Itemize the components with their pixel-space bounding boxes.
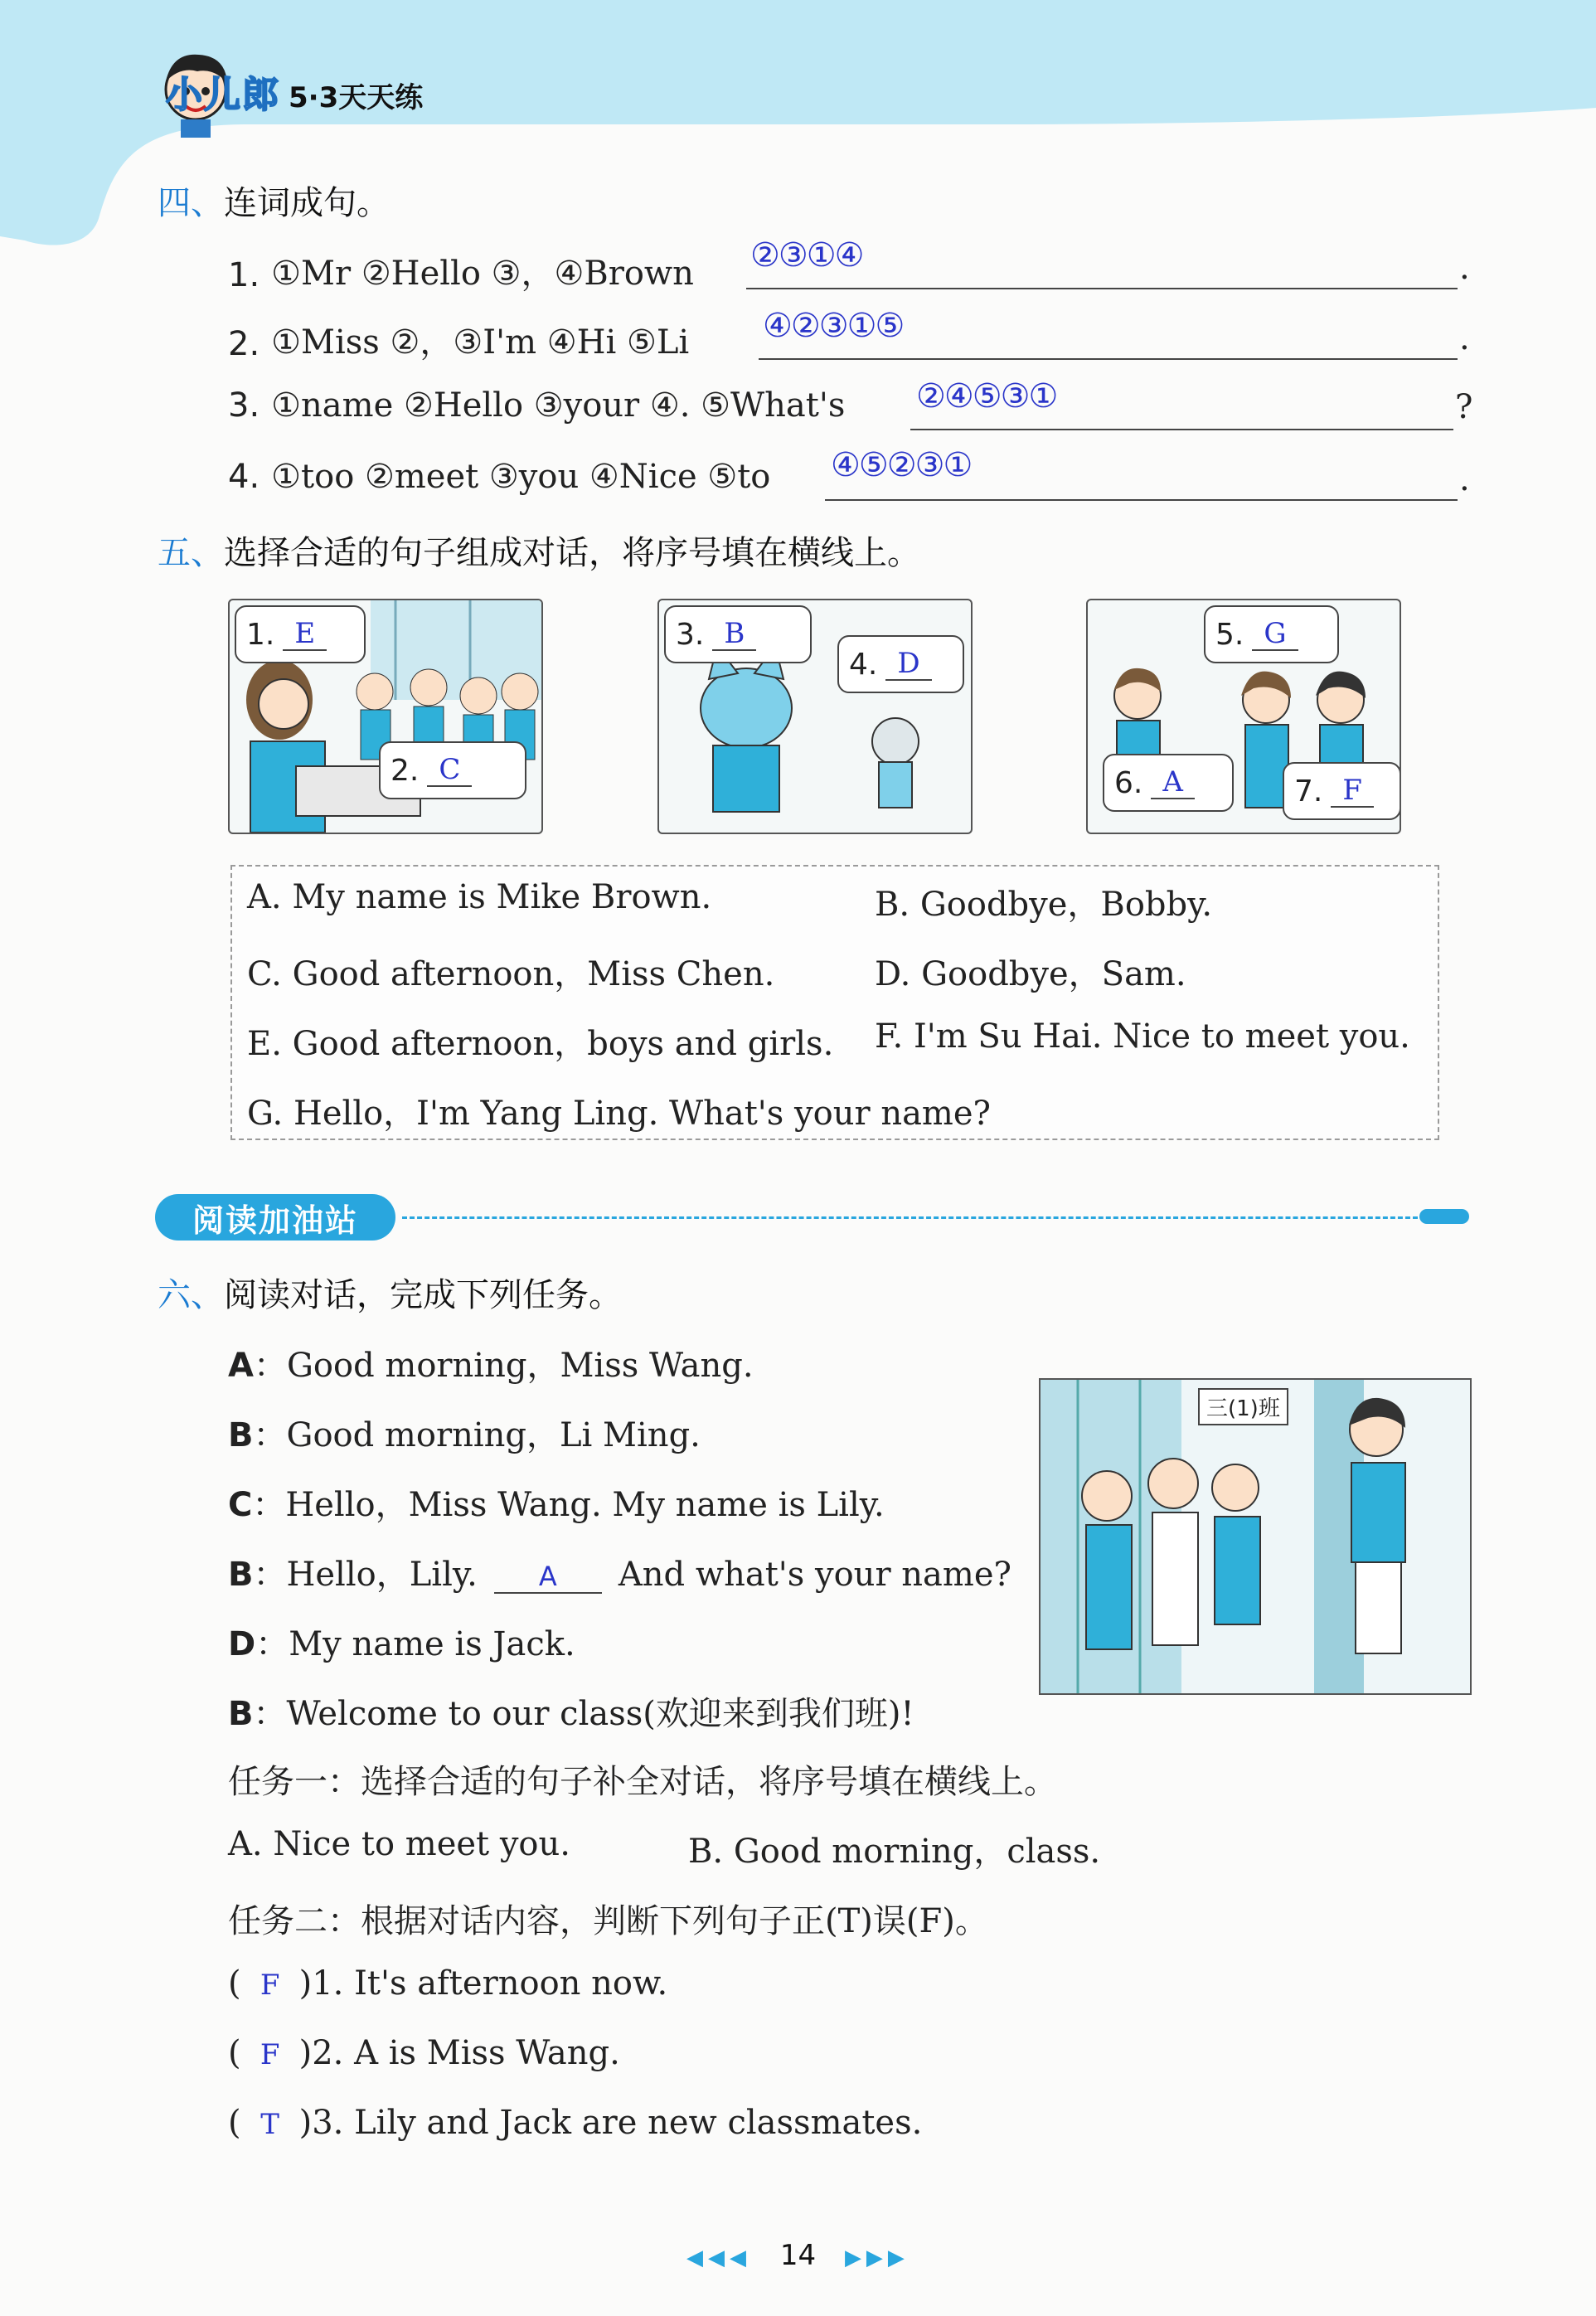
left-arrows-icon: ◀◀◀	[686, 2246, 752, 2270]
speaker-label: C	[228, 1486, 253, 1524]
option-f: F. I'm Su Hai. Nice to meet you.	[875, 1017, 1410, 1056]
section-4-number: 四、	[158, 184, 224, 222]
tf-statement: )1. It's afternoon now.	[298, 1964, 668, 2003]
speech-bubble-3	[664, 605, 812, 663]
s4-item-number: 3.	[228, 386, 260, 425]
dialogue-line-1	[228, 1339, 754, 1386]
s4-item-2	[228, 316, 689, 363]
dialogue-text: ：Good morning，Miss Wang.	[253, 1347, 754, 1385]
speech-bubble-4	[837, 635, 964, 693]
option-a: A. My name is Mike Brown.	[247, 878, 712, 916]
bubble-number: 5.	[1215, 617, 1244, 652]
s4-item-number: 2.	[228, 325, 260, 363]
s4-end-mark-1: .	[1459, 249, 1470, 287]
speech-bubble-2	[379, 741, 526, 799]
option-e: E. Good afternoon，boys and girls.	[247, 1025, 834, 1063]
bubble-number: 3.	[676, 617, 705, 652]
s4-item-words: ①Miss ②，③I'm ④Hi ⑤Li	[271, 323, 690, 362]
s4-item-words: ①name ②Hello ③your ④. ⑤What's	[271, 386, 846, 425]
s4-item-words: ①too ②meet ③you ④Nice ⑤to	[271, 458, 771, 496]
bubble-answer[interactable]: E	[283, 618, 327, 651]
option-b: B. Goodbye，Bobby.	[875, 886, 1213, 924]
dialogue-text: ：Hello，Lily.	[253, 1556, 478, 1594]
speaker-label: B	[228, 1416, 254, 1454]
s4-answer-3[interactable]: ②④⑤③①	[916, 377, 1057, 415]
dialogue-line-5	[228, 1618, 575, 1665]
s4-answer-4[interactable]: ④⑤②③①	[831, 446, 972, 484]
speech-bubble-6	[1103, 754, 1234, 812]
s4-end-mark-4: .	[1459, 460, 1470, 498]
bubble-answer[interactable]: D	[885, 648, 931, 681]
tf-answer[interactable]: F	[260, 2038, 280, 2071]
s4-end-mark-2: .	[1459, 319, 1470, 357]
page-number: 14	[779, 2239, 817, 2272]
task-1-option-b: B. Good morning，class.	[688, 1833, 1101, 1871]
bubble-answer[interactable]: G	[1252, 618, 1298, 651]
s4-item-4	[228, 458, 770, 496]
cat-and-mouse-picture	[657, 599, 973, 834]
tf-item-2: ( F )2. A is Miss Wang.	[228, 2034, 620, 2072]
section-6-number: 六、	[158, 1276, 224, 1314]
option-g: G. Hello，I'm Yang Ling. What's your name?	[247, 1095, 991, 1133]
section-5-number: 五、	[158, 534, 224, 572]
dialogue-text: ：Good morning，Li Ming.	[253, 1416, 701, 1454]
section-4-title	[158, 177, 390, 224]
dialogue-line-6	[228, 1687, 914, 1735]
dialogue-blank-answer[interactable]: A	[494, 1561, 602, 1594]
tf-statement: )3. Lily and Jack are new classmates.	[298, 2104, 923, 2142]
bubble-number: 4.	[849, 647, 878, 682]
speaker-label: D	[228, 1625, 256, 1663]
bubble-number: 7.	[1294, 774, 1323, 808]
dialogue-text-after: And what's your name?	[618, 1556, 1011, 1594]
bubble-answer[interactable]: B	[712, 618, 756, 651]
page-footer	[0, 2239, 1596, 2272]
dialogue-line-2	[228, 1409, 701, 1456]
bubble-answer[interactable]: F	[1331, 774, 1374, 808]
bubble-number: 6.	[1114, 765, 1143, 800]
task-2-title: 任务二：根据对话内容，判断下列句子正(T)误(F)。	[228, 1902, 988, 1940]
class-picture	[1039, 1378, 1472, 1695]
class-sign: 三(1)班	[1198, 1388, 1288, 1425]
dialogue-text: ：Hello，Miss Wang. My name is Lily.	[252, 1486, 885, 1524]
tf-item-1: ( F )1. It's afternoon now.	[228, 1964, 668, 2003]
option-c: C. Good afternoon，Miss Chen.	[247, 955, 775, 993]
section-5-title	[158, 527, 920, 574]
tf-answer[interactable]: T	[260, 2108, 279, 2141]
tf-item-3: ( T )3. Lily and Jack are new classmates.	[228, 2104, 923, 2142]
task-1-option-a: A. Nice to meet you.	[228, 1825, 570, 1863]
s4-item-1	[228, 247, 694, 294]
s4-answer-2[interactable]: ④②③①⑤	[763, 307, 904, 345]
speech-bubble-7	[1283, 762, 1401, 820]
s4-blank-2[interactable]	[759, 358, 1458, 360]
speech-bubble-1	[235, 605, 366, 663]
bubble-answer[interactable]: A	[1151, 766, 1195, 799]
bubble-number: 2.	[391, 753, 420, 788]
s4-answer-1[interactable]: ②③①④	[750, 236, 863, 274]
brand-subtitle: 5·3天天练	[289, 81, 424, 114]
brand-title	[166, 65, 423, 118]
s4-item-number: 4.	[228, 458, 260, 496]
children-greeting-picture	[1086, 599, 1401, 834]
s4-blank-3[interactable]	[910, 429, 1453, 430]
s4-blank-1[interactable]	[746, 288, 1458, 289]
pencil-end-icon	[1419, 1209, 1469, 1224]
s4-item-number: 1.	[228, 256, 260, 294]
section-6-title	[158, 1269, 622, 1316]
bubble-answer[interactable]: C	[427, 754, 472, 787]
speaker-label: B	[228, 1695, 254, 1733]
section-4-heading: 连词成句。	[224, 184, 390, 222]
right-arrows-icon: ▶▶▶	[844, 2246, 910, 2270]
task-1-title: 任务一：选择合适的句子补全对话，将序号填在横线上。	[228, 1763, 1057, 1801]
dashed-divider	[402, 1216, 1418, 1219]
tf-statement: )2. A is Miss Wang.	[298, 2034, 620, 2072]
brand-logo: 小儿郎	[166, 74, 280, 116]
s4-item-words: ①Mr ②Hello ③，④Brown	[271, 255, 694, 293]
dialogue-line-4	[228, 1548, 1011, 1595]
reading-station-tag: 阅读加油站	[155, 1194, 395, 1241]
dialogue-line-3	[228, 1478, 885, 1526]
header-band	[0, 0, 1596, 274]
s4-blank-4[interactable]	[825, 499, 1458, 501]
s4-item-3	[228, 386, 845, 425]
speaker-label: B	[228, 1556, 254, 1594]
s4-end-mark-3: ?	[1455, 388, 1473, 426]
class-illustration	[1041, 1380, 1470, 1693]
speech-bubble-5	[1204, 605, 1339, 663]
dialogue-text: ：My name is Jack.	[255, 1625, 575, 1663]
classroom-picture-1	[228, 599, 543, 834]
section-6-heading: 阅读对话，完成下列任务。	[224, 1276, 622, 1314]
speaker-label: A	[228, 1347, 254, 1385]
option-d: D. Goodbye，Sam.	[875, 955, 1186, 993]
section-5-heading: 选择合适的句子组成对话，将序号填在横线上。	[224, 534, 920, 572]
options-box	[230, 865, 1439, 1140]
dialogue-text: ：Welcome to our class(欢迎来到我们班)!	[253, 1695, 914, 1733]
bubble-number: 1.	[246, 617, 275, 652]
tf-answer[interactable]: F	[260, 1969, 280, 2002]
